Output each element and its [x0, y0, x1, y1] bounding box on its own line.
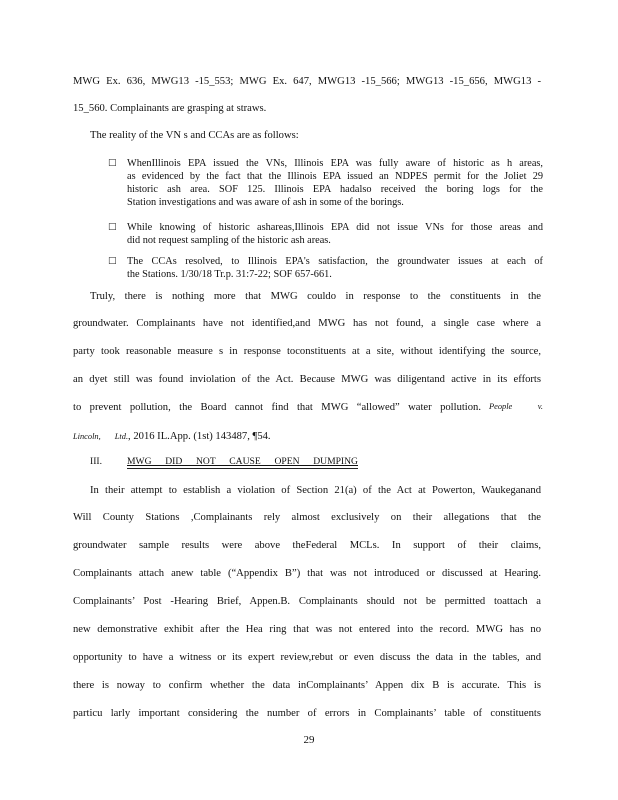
bullet-line: as evidenced by the fact that the Illinois EPA issued an NDPES permit for the Joliet 29 [127, 171, 543, 182]
bullet-line: Station investigations and was aware of ash in some of the borings. [127, 197, 404, 208]
body-line: Complainants’ Post -Hearing Brief, Appen.B. Complainants should not be permitted toattach a [73, 596, 541, 607]
body-line: to prevent pollution, the Board cannot find that MWG “allowed” water pollution. [73, 402, 481, 413]
body-line: opportunity to have a witness or its expert review,rebut or even discuss the data in the tables, and [73, 652, 541, 663]
citation-rest: , 2016 IL.App. (1st) 143487, ¶54. [128, 431, 271, 442]
bullet-line: The CCAs resolved, to Illinois EPA's satisfaction, the groundwater issues at each of [127, 256, 543, 267]
bullet-line: historic ash area. SOF 125. Illinois EPA hadalso received the boring logs for the [127, 184, 543, 195]
body-line: Complainants attach anew table (“Appendix B”) that was not introduced or discussed at Hearing. [73, 568, 541, 579]
reality-intro: The reality of the VN s and CCAs are as follows: [90, 130, 299, 141]
citation-italic: Lincoln, Ltd. [73, 432, 129, 441]
section-heading [90, 456, 358, 469]
heading-underline [127, 468, 358, 469]
body-line: In their attempt to establish a violation of Section 21(a) of the Act at Powerton, Waukeganand [90, 485, 541, 496]
section-title: MWG DID NOT CAUSE OPEN DUMPING [127, 456, 358, 467]
body-line: an dyet still was found inviolation of the Act. Because MWG was diligentand active in its efforts [73, 374, 541, 385]
body-line: 15_560. Complainants are grasping at straws. [73, 103, 267, 114]
bullet-line: did not request sampling of the historic ash areas. [127, 235, 331, 246]
citation-line [73, 430, 541, 443]
body-line: particu larly important considering the number of errors in Complainants’ table of constituents [73, 708, 541, 719]
body-line: groundwater sample results were above theFederal MCLs. In support of their claims, [73, 540, 541, 551]
citation-italic: People v. [489, 402, 543, 411]
page-number: 29 [303, 734, 315, 746]
bullet-line: the Stations. 1/30/18 Tr.p. 31:7-22; SOF 657-661. [127, 269, 332, 280]
bullet-line: While knowing of historic ashareas,Illinois EPA did not issue VNs for those areas and [127, 222, 543, 233]
bullet-line: WhenIllinois EPA issued the VNs, Illinois EPA was fully aware of historic as h areas, [127, 158, 543, 169]
body-line: there is noway to confirm whether the data inComplainants’ Appen dix B is accurate. This is [73, 680, 541, 691]
body-line: Truly, there is nothing more that MWG couldo in response to the constituents in the [90, 291, 541, 302]
bullet-box-icon: □ [108, 158, 117, 168]
section-number: III. [90, 456, 102, 467]
bullet-box-icon: □ [108, 256, 117, 266]
bullet-box-icon: □ [108, 222, 117, 232]
body-line: Will County Stations ,Complainants rely almost exclusively on their allegations that the [73, 512, 541, 523]
body-line: party took reasonable measure s in response toconstituents at a site, without identifying the source, [73, 346, 541, 357]
body-line: MWG Ex. 636, MWG13 -15_553; MWG Ex. 647, MWG13 -15_566; MWG13 -15_656, MWG13 - [73, 76, 541, 87]
body-line: groundwater. Complainants have not identified,and MWG has not found, a single case where a [73, 318, 541, 329]
body-line: new demonstrative exhibit after the Hea ring that was not entered into the record. MWG has no [73, 624, 541, 635]
